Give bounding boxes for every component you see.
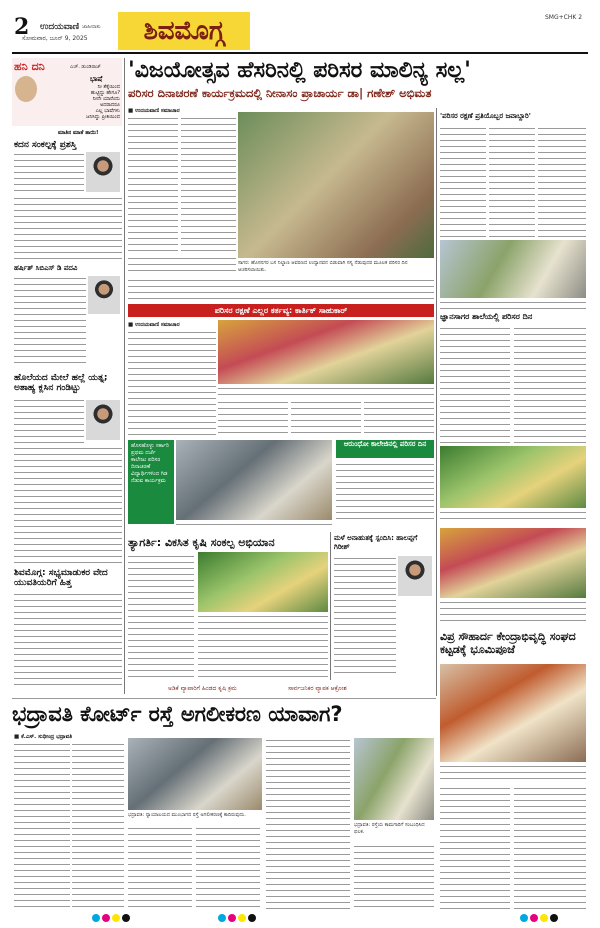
brand-suffix: ಜಾಹೀರಾತು bbox=[82, 24, 101, 30]
ticker bbox=[128, 684, 434, 694]
bottom-photo1 bbox=[128, 738, 262, 810]
campaign-title: ತ್ಯಾಗರ್ತಿ: ವಿಕಸಿತ ಕೃಷಿ ಸಂಕಲ್ಪ ಅಭಿಯಾನ bbox=[128, 536, 275, 549]
bottom-photo2 bbox=[354, 738, 434, 820]
green-box: ಹೊಸಹೊಳ್ಳು ಸರ್ಕಾರಿ ಪ್ರಥಮ ದರ್ಜೆ ಕಾಲೇಜು ಪರಿಸರ ದಿನಾಚರಣೆ ವಿದ್ಯಾರ್ಥಿಗಳಿಂದ ಗಿಡ ನೆಡುವ ಕಾರ್ಯಕ್ರಮ bbox=[128, 440, 174, 524]
mid-caption1 bbox=[218, 386, 434, 398]
main-text-col2 bbox=[181, 116, 236, 254]
main-headline: 'ವಿಜಯೋತ್ಸವ ಹೆಸರಿನಲ್ಲಿ ಪರಿಸರ ಮಾಲಿನ್ಯ ಸಲ್ಲ' bbox=[128, 58, 471, 83]
poem-title: ಭಾಷೆ bbox=[90, 75, 103, 83]
right-caption2 bbox=[440, 510, 586, 524]
story2-photo bbox=[88, 276, 120, 314]
red-banner: ಪರಿಸರ ರಕ್ಷಣೆ ಎಲ್ಲರ ಕರ್ತವ್ಯ: ಕಾರ್ತಿಕ್ ಸಾಹುಕಾರ್ bbox=[128, 304, 434, 317]
right-story3-title: ವಿಪ್ರ ಸೌಹಾರ್ದ ಕೇಂದ್ರಾಭಿವೃದ್ಧಿ ಸಂಘದ ಕಟ್ಟಡಕ್ಕೆ ಭೂಮಿಪೂಜೆ bbox=[440, 630, 576, 656]
main-text-bottom bbox=[128, 256, 236, 276]
main-text-col1 bbox=[128, 116, 178, 254]
registration-marks-left bbox=[92, 914, 132, 922]
story3-title: ಹೊಲೆಯದ ಮೇಲೆ ಹಲ್ಲೆ ಯತ್ನ; ಅತಾಹ್ಯ ಕ್ಲಸಿನ ಗಂಡಿಟ್ಟು bbox=[14, 373, 108, 393]
story3-text-cont bbox=[14, 446, 122, 564]
poem-last-line: ಮಾತಿನ ಮಾತೆ ತಾಯಿ! bbox=[58, 130, 99, 136]
poem-body: ನೀ ತೆಕ್ಕೆಯಿಂದ ಹುಟ್ಟಿದ್ದು ಹೇಗೂ? ನೀನೇ ಯಾರೆಂದು ಅದರಾದರೂ ಎಲ್ಲ ಭಾಷೆಗಳು ಜನಿಸಿದ್ದು ಪ್ರೀತಿಯಿಂದ bbox=[86, 84, 120, 120]
story1-title: ಕದನ ಸಂಕಲ್ಪಕ್ಕೆ ಪ್ರಶಸ್ತಿ bbox=[14, 140, 77, 150]
story2-text bbox=[14, 276, 86, 368]
campaign-text-col1 bbox=[128, 554, 194, 678]
story4-text bbox=[14, 592, 122, 688]
column-author: ಎಚ್. ಡುಂಡಿರಾಜ್ bbox=[70, 64, 101, 70]
campaign-text-col2 bbox=[198, 614, 328, 678]
right-text-col2 bbox=[489, 126, 535, 238]
green-story-text bbox=[336, 462, 434, 524]
right-caption1 bbox=[440, 300, 586, 310]
right-text-col3 bbox=[538, 126, 586, 238]
header-rule bbox=[12, 52, 588, 54]
mid-rule bbox=[128, 280, 434, 281]
right-caption4 bbox=[440, 764, 586, 782]
right-story2-title: ಜ್ಞಾನಸಾಗರ ಶಾಲೆಯಲ್ಲಿ ಪರಿಸರ ದಿನ bbox=[440, 312, 533, 321]
ticker-right: ಸಾರ್ವಜನಿಕರ ವ್ಯಾಪಕ ಆಕ್ರೋಶ bbox=[288, 685, 347, 692]
main-subheadline: ಪರಿಸರ ದಿನಾಚರಣೆ ಕಾರ್ಯಕ್ರಮದಲ್ಲಿ ನೀನಾಸಂ ಪ್ರಾಚಾರ್ಯ ಡಾ| ಗಣೇಶ್ ಅಭಿಮತ bbox=[128, 86, 432, 100]
right-text-col1 bbox=[440, 126, 486, 238]
bottom-caption1: ಭದ್ರಾವತಿ: ನ್ಯಾಯಾಲಯದ ಮುಂಭಾಗದ ರಸ್ತೆ ಅಗಲೀಕರಣಕ್ಕೆ ಕಾದಿರುವುದು. bbox=[128, 812, 246, 818]
side-photo bbox=[398, 556, 432, 596]
right-photo1 bbox=[440, 240, 586, 298]
story1-text-cont bbox=[14, 196, 122, 260]
main-byline: ■ ಉದಯವಾಣಿ ಸಮಾಚಾರ bbox=[128, 108, 180, 114]
ticker-left: ಅಡಿಕೆ ವ್ಯಾಪಾರಿಗೆ ಹಿಂಡದ ಕೃಷಿ ಕ್ರಮ bbox=[168, 685, 237, 692]
bottom-byline: ■ ಕೆ.ಎಸ್. ಸುಧೀಂದ್ರ ಭದ್ರಾವತಿ bbox=[14, 734, 73, 740]
bottom-text-col1 bbox=[14, 742, 70, 910]
mid-text-col1 bbox=[128, 330, 216, 438]
right-story2-col2 bbox=[514, 326, 586, 446]
bottom-text-col6 bbox=[354, 844, 434, 910]
campaign-divider bbox=[330, 532, 331, 680]
story2-title: ಹರ್ಷಿತ್ ಸಿಬಿಎಸ್ ಡಿ ಪದವಿ bbox=[14, 264, 78, 272]
date-line: ಸೋಮವಾರ, ಜೂನ್ 9, 2025 bbox=[22, 35, 88, 42]
right-caption3 bbox=[440, 600, 586, 626]
brand-name: ಉದಯವಾಣಿ bbox=[40, 22, 80, 32]
mid-text-top bbox=[128, 284, 434, 302]
edition-tag: SMG+CHK 2 bbox=[545, 14, 583, 21]
sidebar-divider bbox=[124, 58, 125, 694]
bottom-text-col5 bbox=[266, 738, 350, 910]
mid-photo2 bbox=[176, 440, 332, 520]
right-story3-col2 bbox=[514, 786, 586, 910]
story1-photo bbox=[86, 152, 120, 192]
story3-text bbox=[14, 398, 84, 446]
right-story3-col1 bbox=[440, 786, 510, 910]
green-title: ಆರುಂಧೋ ಕಾಲೇಜಿನಲ್ಲಿ ಪರಿಸರ ದಿನ bbox=[336, 440, 434, 458]
main-caption: ಸಾಗರ: ಹೊಸನಗರ ಬಸ ನಿಲ್ದಾಣ ಆವರಣದ ಉದ್ಯಾನವನ ಬಿಡುವಾಗಿ ಸಸ್ಯ ನೆಡುವುದರ ಮೂಲಕ ಪರಿಸರ ದಿನ ಆಚರಿಸಲಾಯಿತು. bbox=[238, 260, 408, 273]
mid-byline: ■ ಉದಯವಾಣಿ ಸಮಾಚಾರ bbox=[128, 322, 180, 328]
main-photo bbox=[238, 112, 434, 258]
bottom-text-col3 bbox=[128, 826, 192, 910]
author-avatar bbox=[15, 76, 37, 102]
right-photo2 bbox=[440, 446, 586, 508]
page-number: 2 bbox=[14, 14, 30, 40]
mid-photo1 bbox=[218, 320, 434, 384]
campaign-photo bbox=[198, 552, 328, 612]
mid-text-col2 bbox=[218, 400, 288, 438]
mid-text-col3 bbox=[291, 400, 361, 438]
right-divider bbox=[436, 108, 437, 696]
story1-text bbox=[14, 152, 84, 196]
bottom-rule bbox=[12, 698, 436, 699]
registration-marks-right bbox=[520, 914, 560, 922]
right-photo4 bbox=[440, 664, 586, 762]
bottom-text-col2 bbox=[72, 742, 124, 910]
story3-photo bbox=[86, 400, 120, 440]
right-story2-col1 bbox=[440, 326, 510, 446]
bottom-text-col4 bbox=[196, 826, 260, 910]
mid-text-col4 bbox=[364, 400, 434, 438]
bottom-headline: ಭದ್ರಾವತಿ ಕೋರ್ಟ್ ರಸ್ತೆ ಅಗಲೀಕರಣ ಯಾವಾಗ? bbox=[12, 702, 343, 726]
registration-marks-mid bbox=[218, 914, 258, 922]
side-text bbox=[334, 556, 396, 678]
masthead: ಶಿವಮೊಗ್ಗ bbox=[118, 12, 250, 50]
right-photo3 bbox=[440, 528, 586, 598]
mid-caption2 bbox=[176, 522, 332, 530]
story4-title: ಶಿವಮೊಗ್ಗ: ಸಭ್ಯಮಾಡುಕರ ವೇದ ಯುವತಿಯರಿಗೆ ಹಿತ್ತ bbox=[14, 568, 108, 588]
right-headline: 'ಪರಿಸರ ರಕ್ಷಣೆ ಪ್ರತಿಯೊಬ್ಬರ ಜವಾಬ್ದಾರಿ' bbox=[440, 112, 531, 120]
side-title: ಮಳೆ ಅನಾಹುತಕ್ಕೆ ಸ್ಪಂದಿಸಿ: ಹಾಲಪ್ಪಗೆ ಗಿರೀಶ್ bbox=[334, 534, 418, 551]
column-title: ಹನಿ ದನಿ bbox=[14, 60, 45, 73]
bottom-caption2: ಭದ್ರಾವತಿ: ರಸ್ತೆಯ ಕಾಮಗಾರಿಗೆ ಸಂಬಂಧಿಸಿದ ಫಲಕ. bbox=[354, 822, 425, 835]
